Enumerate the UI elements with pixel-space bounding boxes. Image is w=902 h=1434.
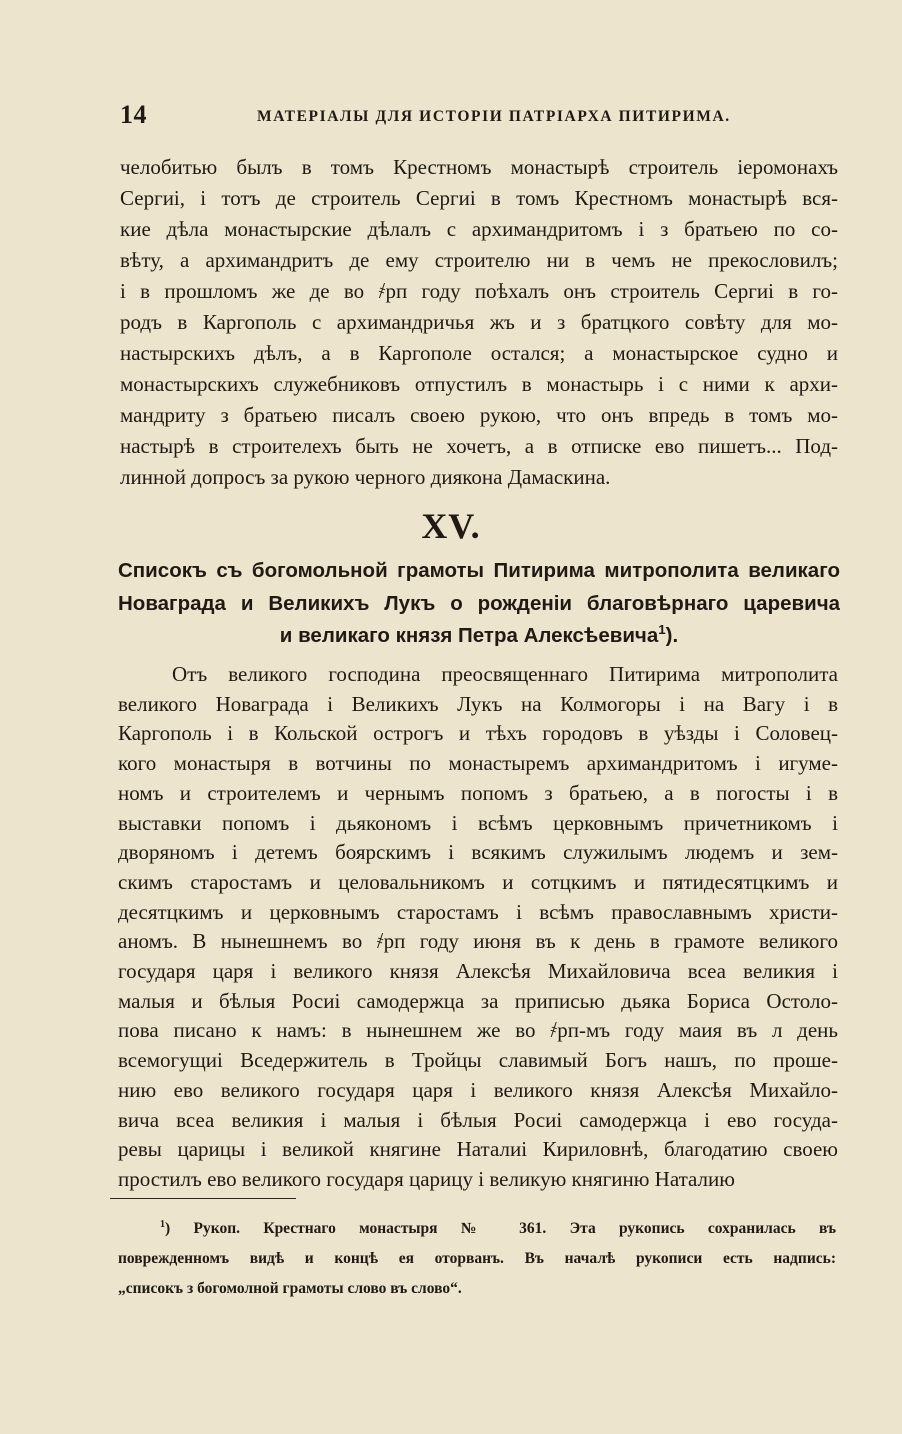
text-line: Каргополь і в Кольской острогъ и тѣхъ городовъ в уѣзды і Соловец-: [118, 721, 838, 745]
text-line: і в прошломъ же де во ҂рп году поѣхалъ онъ строитель Сергиі в го-: [120, 279, 838, 303]
text-line: скимъ старостамъ и целовальникомъ и сотцкимъ и пятидесятцкимъ и: [118, 870, 838, 894]
text-line: настырѣ в строителехъ быть не хочетъ, а в отписке ево пишетъ... Под-: [120, 434, 838, 458]
text-line: вѣту, а архимандритъ де ему строителю ни в чемъ не прекословилъ;: [120, 248, 838, 272]
page-number: 14: [120, 100, 147, 129]
text-line: аномъ. В нынешнемъ во ҂рп году июня въ к день в грамоте великого: [118, 929, 838, 953]
footnote-line: [160, 1218, 836, 1240]
running-head: [120, 100, 840, 132]
text-line: выставки попомъ і дьякономъ і всѣмъ церковнымъ причетникомъ і: [118, 811, 838, 835]
heading-line: [118, 621, 840, 651]
footnote-text: ) Рукоп. Крестнаго монастыря № 361. Эта рукопись сохранилась въ: [165, 1220, 836, 1237]
section-number: XV.: [421, 506, 481, 546]
text-line: десятцкимъ и церковнымъ старостамъ і всѣмъ православнымъ христи-: [118, 900, 838, 924]
footnote-rule: [110, 1198, 296, 1199]
text-line: кого монастыря в вотчины по монастыремъ архимандритомъ і игуме-: [118, 751, 838, 775]
text-line: Отъ великого господина преосвященнаго Питирима митрополита: [172, 662, 838, 686]
text-line: дворяномъ і детемъ боярскимъ і всякимъ служилымъ людемъ и зем-: [118, 840, 838, 864]
text-line: ревы царицы і великой княгине Наталиі Кириловнѣ, благодатию своею: [118, 1137, 838, 1161]
footnote-mark: 1: [160, 1218, 166, 1230]
text-line: вича всеа великия і малыя і бѣлыя Росиі самодержца і ево госуда-: [118, 1108, 838, 1132]
heading-line: Новаграда и Великихъ Лукъ о рожденіи благовѣрнаго царевича: [118, 592, 840, 615]
text-line: нию ево великого государя царя і великого князя Алексѣя Михайло-: [118, 1078, 838, 1102]
text-line: великого Новаграда і Великихъ Лукъ на Колмогоры і на Вагу і в: [118, 692, 838, 716]
heading-text: и великаго князя Петра Алексѣевича: [279, 624, 659, 647]
footnote-line: „списокъ з богомолной грамоты слово въ слово“.: [118, 1280, 462, 1297]
text-line: номъ и строителемъ и чернымъ попомъ з братьею, а в погосты і в: [118, 781, 838, 805]
footnote-line: поврежденномъ видѣ и концѣ ея оторванъ. Въ началѣ рукописи есть надпись:: [118, 1250, 836, 1267]
heading-end: ).: [665, 624, 679, 647]
text-line: настырскихъ дѣлъ, а в Каргополе остался; а монастырское судно и: [120, 341, 838, 365]
footnote-reference: 1: [658, 622, 666, 638]
text-line: линной допросъ за рукою черного диякона Дамаскина.: [120, 465, 611, 489]
text-line: всемогущиі Вседержитель в Тройцы славимый Богъ нашъ, по проше-: [118, 1048, 838, 1072]
running-title: МАТЕРІАЛЫ ДЛЯ ИСТОРІИ ПАТРІАРХА ПИТИРИМА.: [257, 108, 731, 125]
text-line: мандриту з братьею писалъ своею рукою, что онъ впредь в томъ мо-: [120, 403, 838, 427]
text-line: Сергиі, і тотъ де строитель Сергиі в томъ Крестномъ монастырѣ вся-: [120, 186, 838, 210]
text-line: малыя и бѣлыя Росиі самодержца за приписью дьяка Бориса Остоло-: [118, 989, 838, 1013]
text-line: монастырскихъ служебниковъ отпустилъ в монастырь і с ними к архи-: [120, 372, 838, 396]
text-line: простилъ ево великого государя царицу і великую княгиню Наталию: [118, 1167, 735, 1191]
heading-line: Списокъ съ богомольной грамоты Питирима митрополита великаго: [118, 559, 840, 582]
text-line: родъ в Каргополь с архимандричья жъ и з братцкого совѣту для мо-: [120, 310, 838, 334]
text-line: кие дѣла монастырские дѣлалъ с архимандритомъ і з братьею по со-: [120, 217, 838, 241]
text-line: пова писано к намъ: в нынешнем же во ҂рп-мъ году маия въ л день: [118, 1018, 838, 1042]
text-line: челобитью былъ в томъ Крестномъ монастырѣ строитель іеромонахъ: [120, 155, 838, 179]
text-line: государя царя і великого князя Алексѣя Михайловича всеа великия і: [118, 959, 838, 983]
